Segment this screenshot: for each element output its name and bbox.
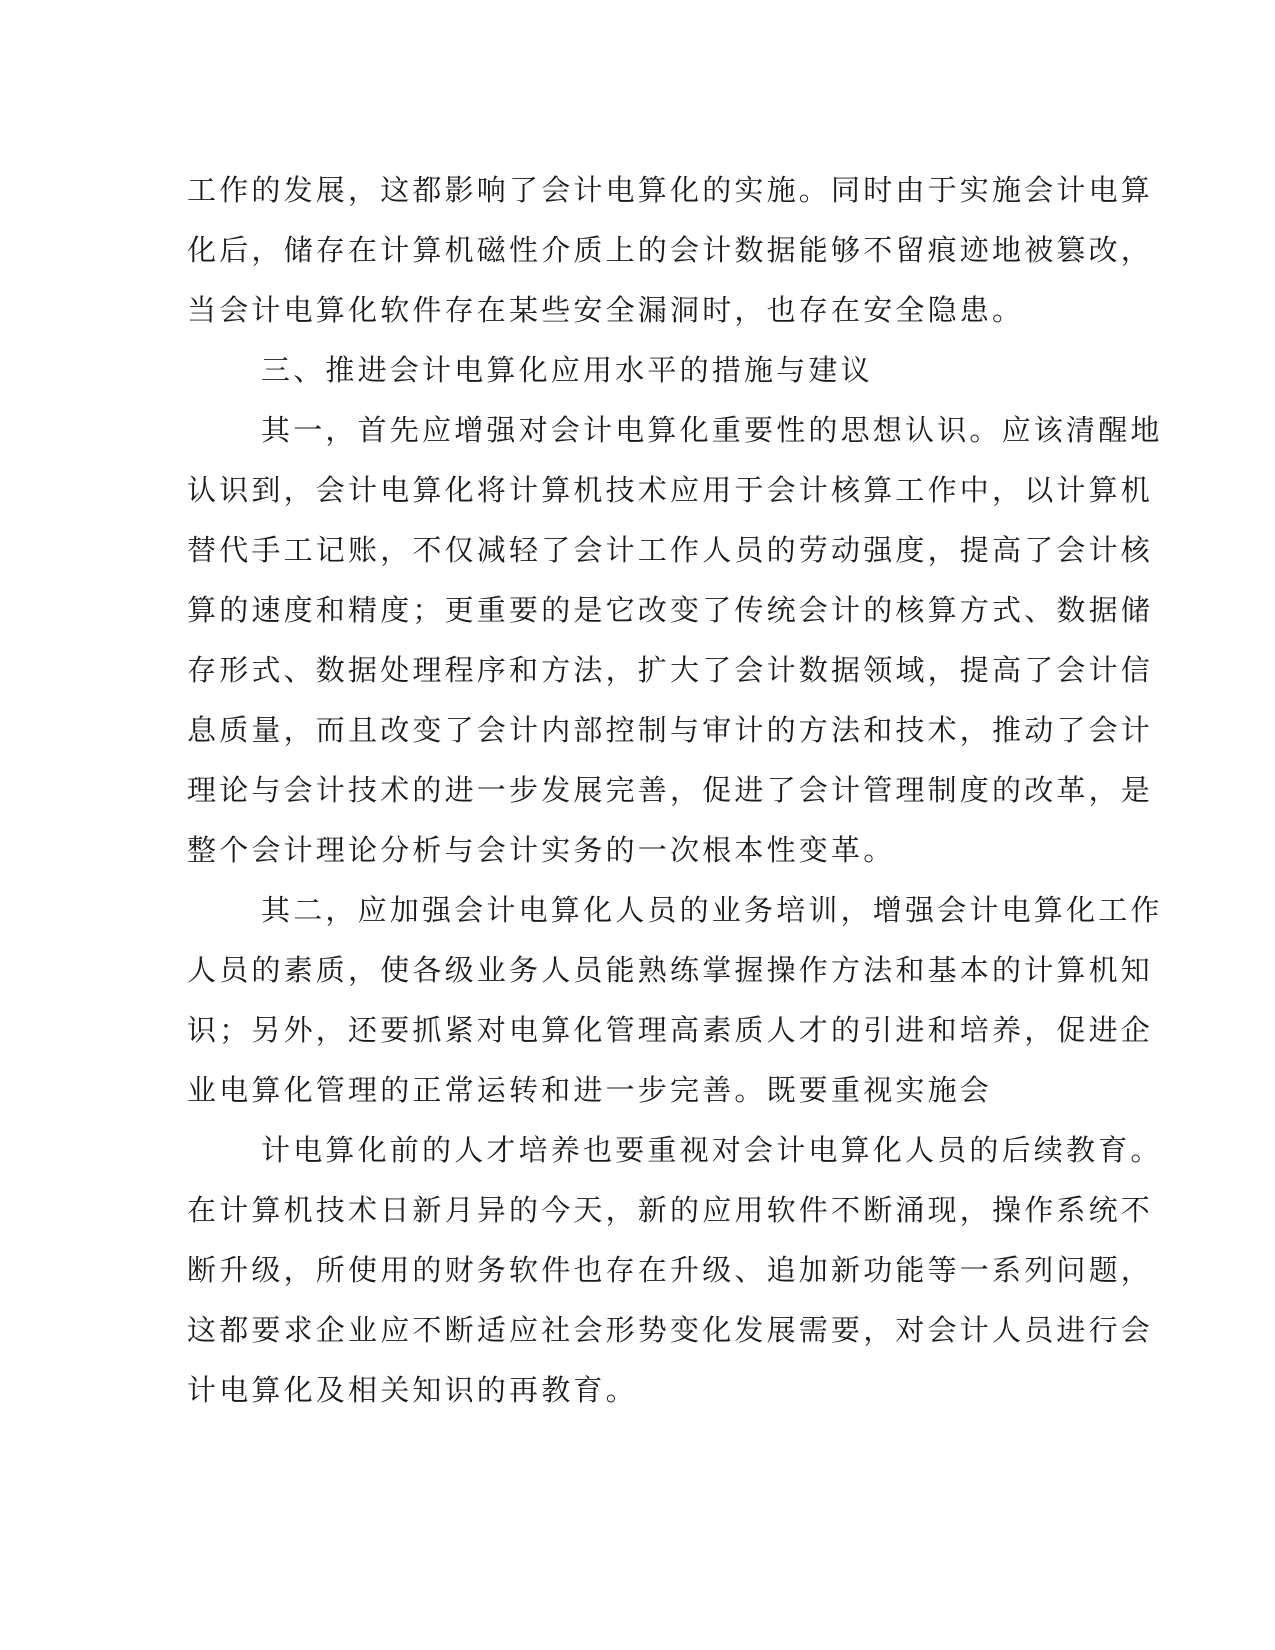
- document-body: [187, 160, 1163, 1420]
- text-line: 工作的发展，这都影响了会计电算化的实施。同时由于实施会计电算: [187, 173, 1154, 207]
- text-line: 整个会计理论分析与会计实务的一次根本性变革。: [187, 833, 896, 867]
- text-line: 存形式、数据处理程序和方法，扩大了会计数据领域，提高了会计信: [187, 653, 1154, 687]
- text-line: 业电算化管理的正常运转和进一步完善。既要重视实施会: [187, 1073, 993, 1107]
- text-line: 断升级，所使用的财务软件也存在升级、追加新功能等一系列问题，: [187, 1253, 1154, 1287]
- text-line: 理论与会计技术的进一步发展完善，促进了会计管理制度的改革，是: [187, 773, 1154, 807]
- text-line: 息质量，而且改变了会计内部控制与审计的方法和技术，推动了会计: [187, 713, 1154, 747]
- text-line: 人员的素质，使各级业务人员能熟练掌握操作方法和基本的计算机知: [187, 953, 1154, 987]
- text-line: 替代手工记账，不仅减轻了会计工作人员的劳动强度，提高了会计核: [187, 533, 1154, 567]
- text-line: 其二，应加强会计电算化人员的业务培训，增强会计电算化工作: [261, 893, 1163, 927]
- text-line: 当会计电算化软件存在某些安全漏洞时，也存在安全隐患。: [187, 293, 1025, 327]
- text-line: 在计算机技术日新月异的今天，新的应用软件不断涌现，操作系统不: [187, 1193, 1154, 1227]
- text-line: 认识到，会计电算化将计算机技术应用于会计核算工作中，以计算机: [187, 473, 1154, 507]
- text-line: 计电算化及相关知识的再教育。: [187, 1373, 638, 1407]
- text-line: 算的速度和精度；更重要的是它改变了传统会计的核算方式、数据储: [187, 593, 1154, 627]
- text-line: 计电算化前的人才培养也要重视对会计电算化人员的后续教育。: [261, 1133, 1163, 1167]
- section-heading: 三、推进会计电算化应用水平的措施与建议: [261, 353, 873, 387]
- text-line: 这都要求企业应不断适应社会形势变化发展需要，对会计人员进行会: [187, 1313, 1154, 1347]
- text-line: 化后，储存在计算机磁性介质上的会计数据能够不留痕迹地被篡改，: [187, 233, 1154, 267]
- text-line: 识；另外，还要抓紧对电算化管理高素质人才的引进和培养，促进企: [187, 1013, 1154, 1047]
- text-line: 其一，首先应增强对会计电算化重要性的思想认识。应该清醒地: [261, 413, 1163, 447]
